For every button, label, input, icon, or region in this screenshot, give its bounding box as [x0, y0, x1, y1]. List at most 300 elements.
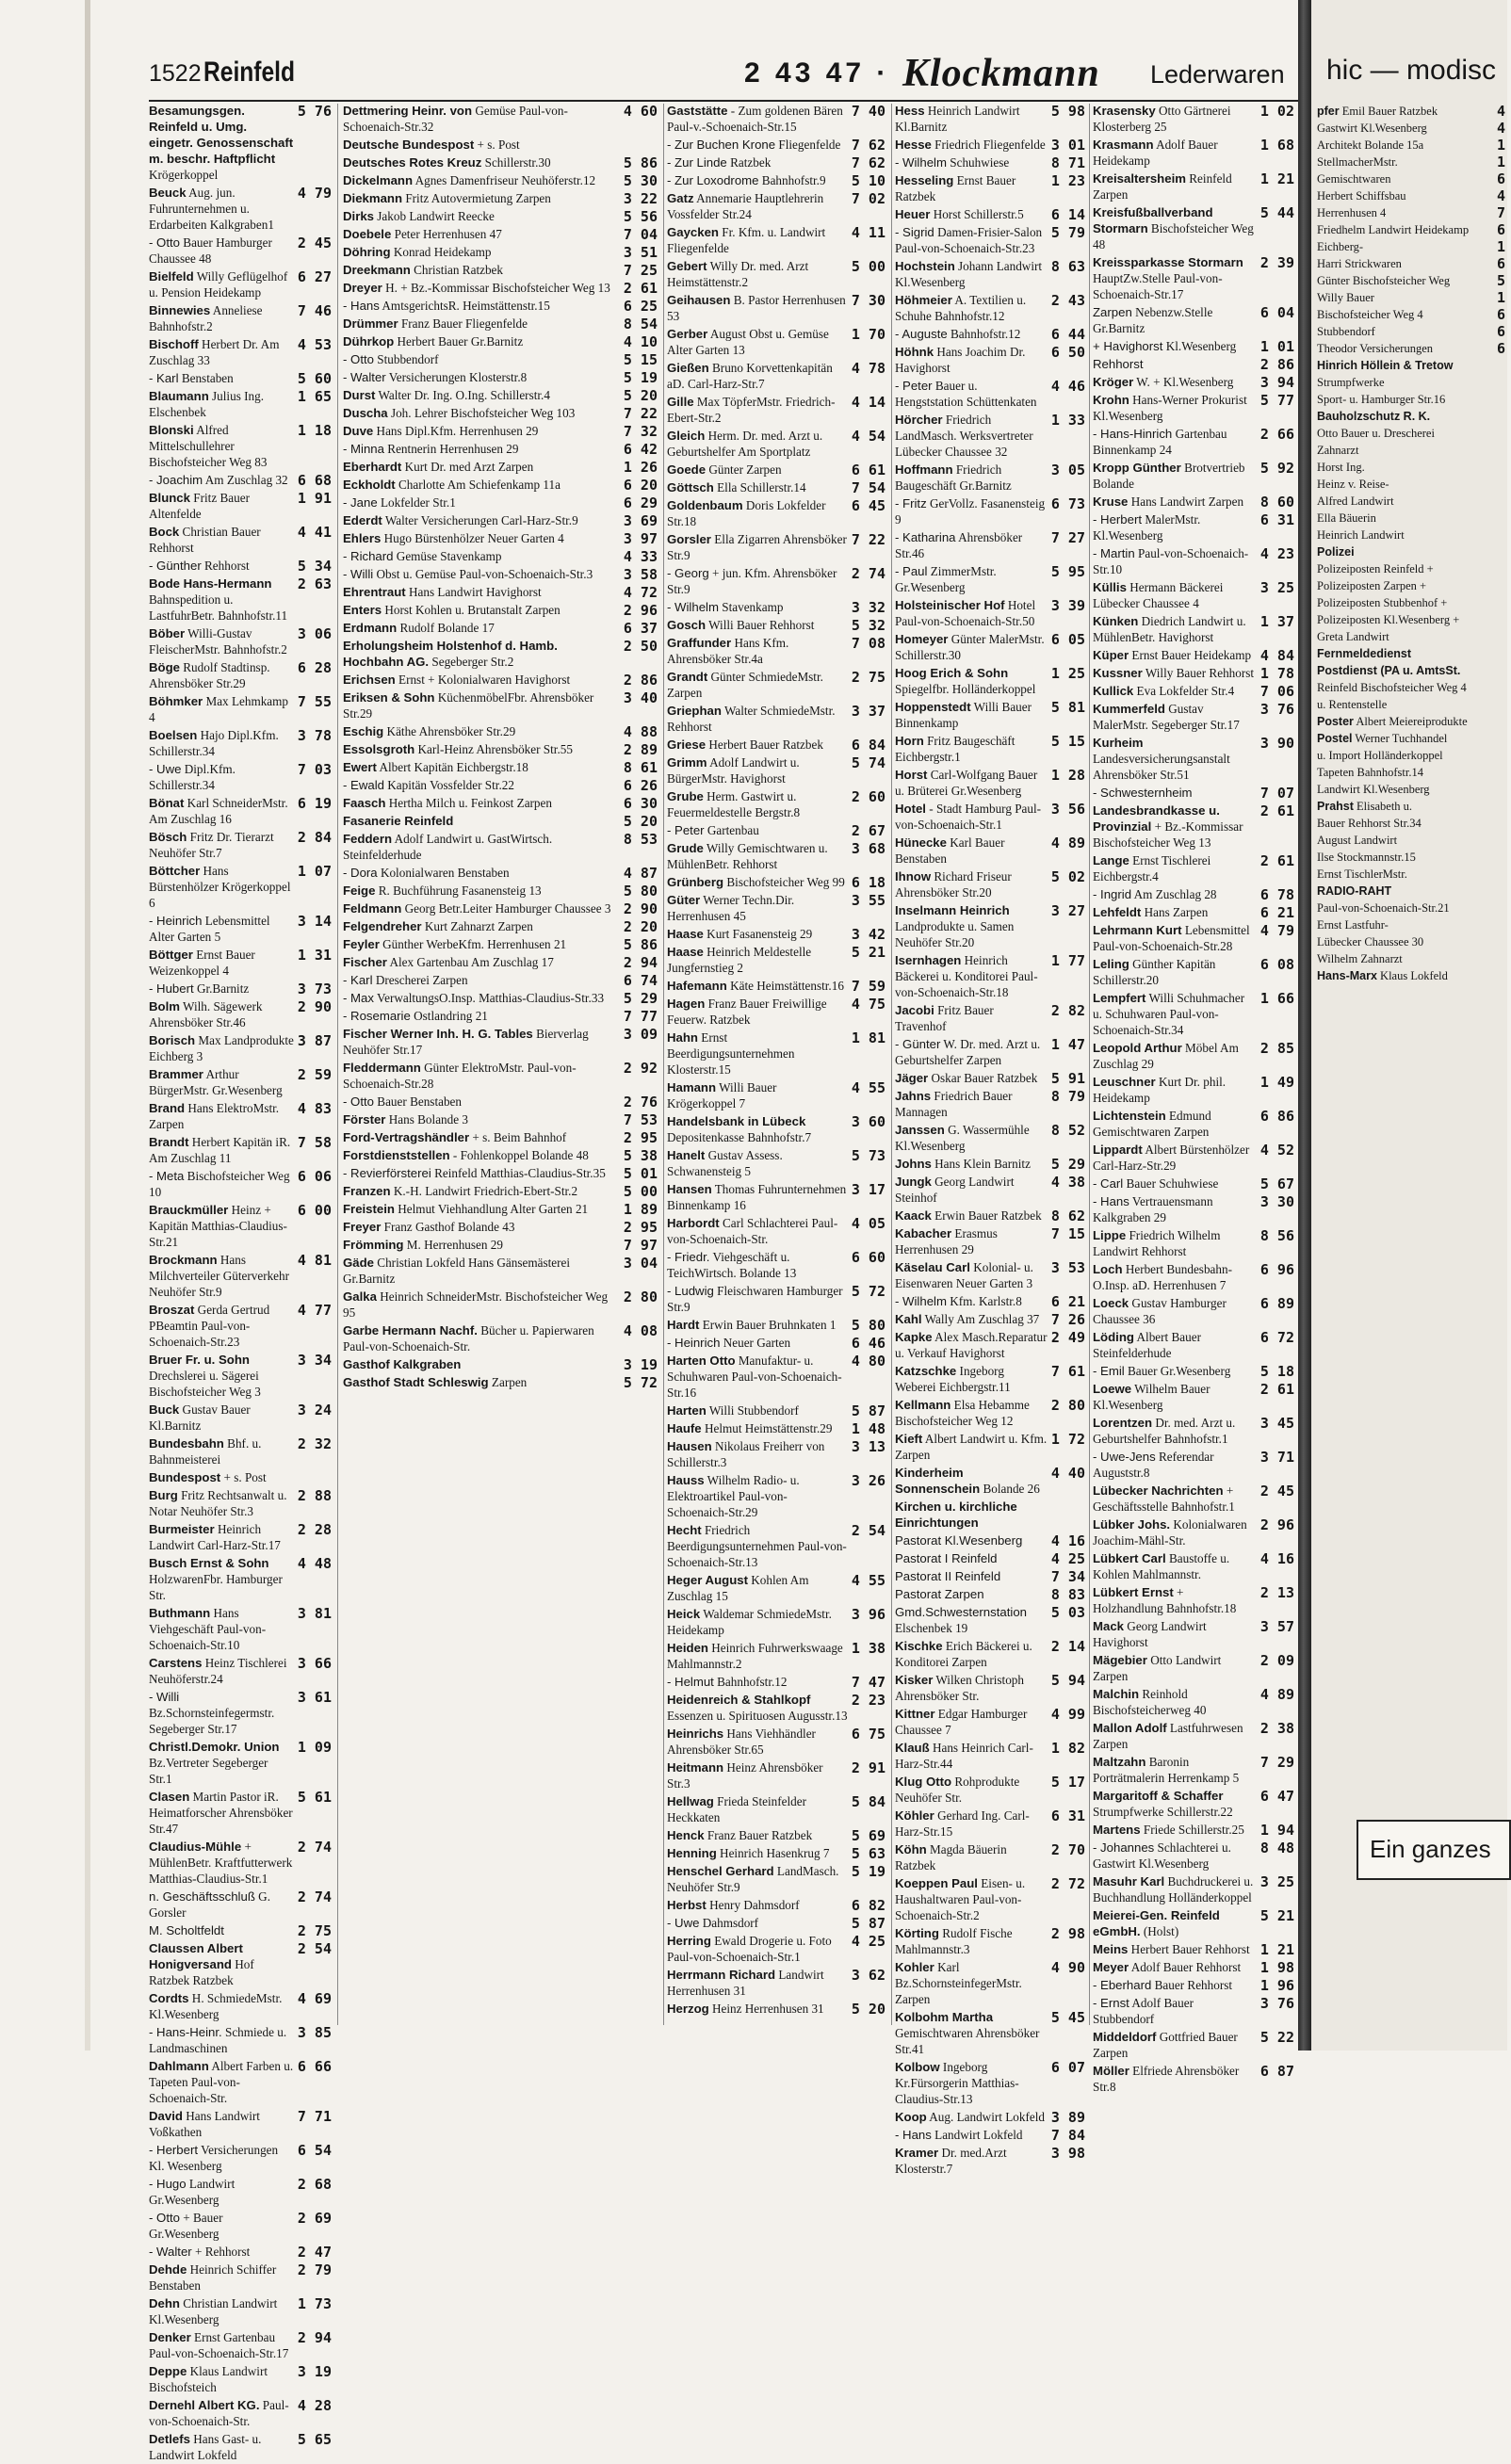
listing-detail: Ostlandring 21: [410, 1009, 488, 1023]
listing-entry: [1317, 561, 1505, 576]
listing-entry: [1093, 461, 1294, 493]
listing-entry: [1093, 1789, 1294, 1821]
listing-name: Bode Hans-Hermann: [149, 576, 272, 591]
listing-entry: [149, 2330, 332, 2362]
listing-entry: [343, 1375, 658, 1391]
listing-text: [1093, 512, 1260, 544]
listing-text: [343, 724, 624, 740]
listing-entry: [1093, 1942, 1294, 1958]
listing-entry: [667, 1934, 885, 1966]
listing-name: Landesbrandkasse u. Provinzial: [1093, 803, 1220, 834]
listing-name: - Walter: [149, 2245, 192, 2259]
listing-detail: Christian Bauer Rehhorst: [149, 525, 261, 555]
listing-name: Duscha: [343, 406, 388, 420]
listing-text: [667, 1607, 852, 1639]
listing-name: Haase: [667, 927, 704, 941]
listing-text: [667, 1573, 852, 1605]
listing-entry: [343, 1027, 658, 1059]
listing-entry: [667, 225, 885, 257]
listing-name: - Ernst: [1093, 1996, 1129, 2010]
listing-text: [895, 155, 1051, 171]
listing-phone-number: 3 60: [851, 1113, 885, 1130]
listing-entry: [895, 259, 1085, 291]
listing-entry: [667, 1675, 885, 1691]
listing-text: [1093, 1653, 1260, 1685]
listing-text: [149, 525, 298, 557]
listing-entry: [1093, 1551, 1294, 1583]
listing-name: Postel: [1317, 732, 1353, 745]
listing-name: Loch: [1093, 1262, 1123, 1276]
listing-detail: Willi Bauer Binnenkamp: [895, 700, 1032, 730]
listing-name: Blaumann: [149, 389, 209, 403]
listing-entry: [1317, 968, 1505, 983]
listing-text: [343, 263, 624, 279]
listing-detail: Konrad Heidekamp: [390, 245, 492, 259]
listing-text: [895, 173, 1051, 205]
listing-name: - Willi: [149, 1690, 180, 1704]
listing-entry: [1093, 905, 1294, 921]
listing-text: [149, 660, 298, 692]
listing-detail: Fr. Kfm. u. Landwirt Fliegenfelde: [667, 225, 826, 255]
listing-entry: [1093, 957, 1294, 989]
listing-detail: + Bauer Gr.Wesenberg: [149, 2211, 223, 2241]
listing-name: Claudius-Mühle: [149, 1840, 242, 1854]
listing-phone-number: 5 34: [297, 558, 332, 575]
listing-phone-number: 4 87: [623, 865, 658, 882]
listing-text: [667, 1934, 852, 1966]
listing-phone-number: 2 89: [623, 741, 658, 758]
listing-entry: [1093, 648, 1294, 664]
listing-text: [667, 1641, 852, 1673]
listing-text: [667, 1421, 852, 1437]
listing-entry: [149, 2025, 332, 2057]
listing-detail: Architekt Bolande 15a: [1317, 138, 1424, 152]
listing-detail: Rohprodukte Neuhöfer Str.: [895, 1775, 1020, 1805]
listing-text: [667, 293, 852, 325]
listing-name: Deutsches Rotes Kreuz: [343, 155, 482, 170]
listing-text: [1093, 2030, 1260, 2062]
listing-detail: August Landwirt: [1317, 834, 1398, 847]
listing-text: [343, 814, 624, 830]
listing-phone-number: 2 32: [297, 1435, 332, 1452]
listing-detail: Franz Bauer Ratzbek: [704, 1828, 813, 1842]
listing-detail: Herbert Bauer Ratzbek: [706, 738, 823, 752]
listing-name: Göttsch: [667, 480, 714, 494]
listing-phone-number: 7 15: [1050, 1225, 1085, 1242]
listing-detail: + s. Beim Bahnhof: [469, 1130, 567, 1144]
listing-name: Grimm: [667, 755, 707, 770]
listing-detail: Oskar Bauer Ratzbek: [928, 1071, 1038, 1085]
listing-phone-number: 6 86: [1259, 1108, 1294, 1125]
listing-name: Margaritoff & Schaffer: [1093, 1789, 1224, 1803]
listing-detail: Fliegenfelde: [775, 138, 841, 152]
listing-name: Erdmann: [343, 621, 398, 635]
listing-phone-number: 5 20: [623, 387, 658, 404]
listing-text: [1093, 138, 1260, 170]
listing-name: Dreekmann: [343, 263, 411, 277]
listing-detail: Ella Bäuerin: [1317, 511, 1376, 525]
listing-text: [149, 1203, 298, 1251]
listing-detail: Hugo Bürstenhölzer Neuer Garten 4: [381, 531, 564, 545]
listing-phone-number: 1 47: [1050, 1036, 1085, 1053]
advertiser-phone: 2 43 47 ·: [744, 57, 890, 89]
listing-entry: [667, 789, 885, 821]
listing-phone-number: 2 61: [1259, 802, 1294, 819]
listing-phone-number: 4 54: [851, 428, 885, 445]
listing-name: - Günther: [149, 559, 202, 573]
listing-text: [667, 1794, 852, 1826]
listing-text: [895, 2128, 1051, 2144]
listing-text: [895, 869, 1051, 901]
listing-detail: GerVollz. Fasanensteig 9: [895, 496, 1046, 527]
listing-name: Heick: [667, 1607, 701, 1621]
listing-detail: Elisabeth u.: [1353, 800, 1413, 813]
listing-phone-number: 3 04: [623, 1255, 658, 1272]
listing-entry: [895, 1926, 1085, 1958]
listing-detail: Paul-von-Schoenaich-Str.21: [1317, 901, 1450, 915]
listing-name: - Joachim: [149, 473, 203, 487]
listing-name: Kapke: [895, 1330, 933, 1344]
listing-detail: Reinfeld Matthias-Claudius-Str.35: [431, 1166, 606, 1180]
listing-text: [667, 1250, 852, 1282]
listing-text: [895, 1673, 1051, 1705]
listing-entry: [895, 1123, 1085, 1155]
listing-name: Busch Ernst & Sohn: [149, 1556, 269, 1570]
listing-phone-number: 5: [1496, 272, 1505, 289]
listing-phone-number: 2 95: [623, 1129, 658, 1146]
listing-detail: Landwirt Kl.Wesenberg: [1317, 783, 1430, 796]
listing-entry: [895, 1089, 1085, 1121]
listing-text: [343, 742, 624, 758]
listing-name: Haase: [667, 945, 704, 959]
listing-detail: VerwaltungsO.Insp. Matthias-Claudius-Str.33: [373, 991, 605, 1005]
listing-text: [1093, 1978, 1260, 1994]
listing-text: [667, 429, 852, 461]
listing-entry: [343, 690, 658, 722]
listing-text: [343, 442, 624, 458]
listing-text: [149, 371, 298, 387]
listing-name: Lippardt: [1093, 1143, 1143, 1157]
listing-detail: Emil Bauer Ratzbek: [1339, 105, 1438, 118]
listing-phone-number: 6 19: [297, 795, 332, 812]
listing-text: [667, 789, 852, 821]
listing-entry: [149, 2109, 332, 2141]
listing-detail: Gemischtwaren: [1317, 172, 1391, 186]
listing-phone-number: 3 13: [851, 1438, 885, 1455]
listing-entry: [149, 1840, 332, 1888]
listing-name: Löding: [1093, 1330, 1134, 1344]
listing-phone-number: 3 73: [297, 981, 332, 997]
listing-detail: Landprodukte u. Samen Neuhöfer Str.20: [895, 919, 1015, 949]
listing-name: - Karl: [149, 371, 179, 385]
listing-detail: Am Zuschlag 28: [1131, 887, 1217, 901]
listing-detail: Viehgeschäft u. TeichWirtsch. Bolande 13: [667, 1250, 797, 1280]
listing-entry: [895, 1037, 1085, 1069]
listing-detail: Ernst TischlerMstr.: [1317, 867, 1407, 881]
listing-name: Fernmeldedienst: [1317, 647, 1412, 660]
listing-detail: Willy Bauer Rehhorst: [1142, 666, 1255, 680]
listing-detail: Bz.Vertreter Segeberger Str.1: [149, 1756, 268, 1786]
listing-detail: K.-H. Landwirt Friedrich-Ebert-Str.2: [390, 1184, 578, 1198]
listing-detail: Hans Joachim Dr. Havighorst: [895, 345, 1026, 375]
listing-name: Frömming: [343, 1238, 404, 1252]
listing-entry: [149, 337, 332, 369]
listing-text: [667, 1675, 852, 1691]
listing-entry: [1317, 833, 1505, 848]
listing-entry: [667, 893, 885, 925]
listing-phone-number: 4 10: [623, 333, 658, 350]
listing-detail: Hans Klein Barnitz: [931, 1157, 1031, 1171]
listing-text: [895, 700, 1051, 732]
listing-detail: Martin Pastor iR. Heimatforscher Ahrensböker Str.47: [149, 1790, 293, 1836]
listing-detail: Eisen- u. Haushaltwaren Paul-von-Schoenaich-Str.2: [895, 1876, 1026, 1922]
listing-text: [149, 473, 298, 489]
listing-name: Maltzahn: [1093, 1755, 1146, 1769]
listing-name: Gießen: [667, 361, 709, 375]
listing-detail: Brotvertrieb Bolande: [1093, 461, 1245, 491]
listing-entry: [1317, 714, 1505, 729]
listing-phone-number: 5 87: [851, 1915, 885, 1932]
listing-detail: Eichberg-: [1317, 240, 1364, 253]
listing-text: [1093, 494, 1260, 511]
listing-name: + Havighorst: [1093, 339, 1163, 353]
listing-detail: Franz Bauer Fliegenfelde: [398, 316, 528, 331]
listing-detail: Versicherungen Klosterstr.8: [385, 370, 528, 384]
listing-name: Körting: [895, 1926, 939, 1940]
listing-detail: Theodor Versicherungen: [1317, 342, 1433, 355]
listing-phone-number: 7 47: [851, 1674, 885, 1691]
listing-entry: [1317, 850, 1505, 865]
listing-name: - Hans-Heinr.: [149, 2025, 222, 2039]
listing-phone-number: 2 92: [623, 1060, 658, 1077]
listing-entry: [895, 1432, 1085, 1464]
listing-text: [895, 462, 1051, 494]
listing-detail: Georg Betr.Leiter Hamburger Chaussee 3: [401, 901, 611, 916]
listing-text: [895, 259, 1051, 291]
listing-entry: [149, 1402, 332, 1435]
listing-name: Kummerfeld: [1093, 702, 1165, 716]
listing-phone-number: 2 72: [1050, 1875, 1085, 1892]
listing-entry: [149, 948, 332, 980]
listing-detail: Hotel Paul-von-Schoenaich-Str.50: [895, 598, 1036, 628]
listing-name: - Hans: [343, 299, 380, 313]
listing-detail: Edgar Hamburger Chaussee 7: [895, 1707, 1028, 1737]
listing-name: Bönat: [149, 796, 185, 810]
listing-phone-number: 4 79: [1259, 922, 1294, 939]
listing-name: Kischke: [895, 1639, 943, 1653]
listing-entry: [667, 395, 885, 427]
listing-text: [895, 1876, 1051, 1924]
next-page-column: [1317, 104, 1505, 1808]
listing-detail: Käte Heimstättenstr.16: [726, 979, 844, 993]
listing-name: - Hugo: [149, 2177, 187, 2191]
listing-text: [149, 1353, 298, 1401]
listing-phone-number: 3 69: [623, 512, 658, 529]
listing-detail: Adolf Bauer Heidekamp: [1093, 138, 1218, 168]
listing-detail: Wilhelm Zahnarzt: [1317, 952, 1403, 965]
listing-phone-number: 3 87: [297, 1032, 332, 1049]
listing-name: Heinrichs: [667, 1726, 724, 1741]
listing-entry: [149, 1690, 332, 1738]
listing-entry: [895, 173, 1085, 205]
listing-text: [149, 104, 298, 184]
listing-text: [895, 2060, 1051, 2108]
listing-phone-number: 3 90: [1259, 735, 1294, 752]
listing-name: Masuhr Karl: [1093, 1874, 1165, 1889]
listing-entry: [1093, 357, 1294, 373]
listing-entry: [1317, 765, 1505, 780]
listing-entry: [149, 2177, 332, 2209]
listing-detail: Reinfeld Zarpen: [1093, 171, 1232, 202]
listing-text: [149, 1889, 298, 1921]
listing-text: [1093, 905, 1260, 921]
listing-entry: [667, 293, 885, 325]
listing-entry: [1317, 426, 1505, 441]
listing-text: [343, 883, 624, 900]
listing-name: Buthmann: [149, 1606, 211, 1620]
listing-phone-number: 4 05: [851, 1215, 885, 1232]
listing-text: [1093, 1619, 1260, 1651]
listing-detail: Elschenbek 19: [895, 1621, 968, 1635]
listing-entry: [895, 225, 1085, 257]
listing-phone-number: 6 87: [1259, 2063, 1294, 2080]
listing-text: [1093, 702, 1260, 734]
listing-entry: [895, 1741, 1085, 1773]
listing-entry: [1317, 358, 1505, 373]
listing-entry: [343, 406, 658, 422]
listing-entry: [1093, 887, 1294, 903]
listing-phone-number: 3 19: [623, 1356, 658, 1373]
listing-entry: [895, 1226, 1085, 1258]
listing-detail: Hans Landwirt Voßkathen: [149, 2109, 260, 2139]
listing-text: [667, 738, 852, 754]
listing-entry: [1093, 255, 1294, 303]
listing-detail: Nikolaus Freiherr von Schillerstr.3: [667, 1439, 825, 1469]
listing-name: Bock: [149, 525, 180, 539]
listing-phone-number: 5 17: [1050, 1774, 1085, 1791]
listing-phone-number: 3 76: [1259, 701, 1294, 718]
listing-name: - Hans-Hinrich: [1093, 427, 1173, 441]
listing-name: - Otto: [343, 1094, 374, 1109]
listing-detail: Lastfuhrwesen Zarpen: [1093, 1721, 1243, 1751]
listing-detail: Bierverlag Neuhöfer Str.17: [343, 1027, 589, 1057]
listing-text: [149, 1740, 298, 1788]
listing-detail: Albert Farben u. Tapeten Paul-von-Schoenaich-Str.: [149, 2059, 294, 2105]
listing-entry: [343, 796, 658, 812]
listing-entry: [343, 778, 658, 794]
listing-phone-number: 1 33: [1050, 412, 1085, 429]
listing-name: - Fritz: [895, 496, 927, 511]
listing-text: [667, 704, 852, 736]
listing-name: Dreyer: [343, 281, 382, 295]
listing-entry: [1317, 121, 1505, 136]
listing-text: [895, 1926, 1051, 1958]
listing-text: [343, 334, 624, 350]
listing-name: - Schwesternheim: [1093, 786, 1193, 800]
listing-entry: [343, 281, 658, 297]
listing-phone-number: 5 30: [623, 172, 658, 189]
listing-text: [1093, 803, 1260, 851]
listing-entry: [149, 2059, 332, 2107]
listing-entry: [667, 636, 885, 668]
listing-text: [1093, 1194, 1260, 1226]
listing-text: [343, 603, 624, 619]
listing-phone-number: 3 32: [851, 599, 885, 616]
listing-phone-number: 3 40: [623, 689, 658, 706]
listing-text: [1093, 1075, 1260, 1107]
listing-detail: Gemischtwaren Ahrensböker Str.41: [895, 2026, 1040, 2056]
listing-name: Lorentzen: [1093, 1416, 1153, 1430]
listing-text: [667, 1148, 852, 1180]
listing-detail: B. Pastor Herrenhusen 53: [667, 293, 846, 323]
listing-name: - Zur Buchen Krone: [667, 138, 776, 152]
listing-name: Felgendreher: [343, 919, 422, 933]
listing-phone-number: 5 29: [623, 990, 658, 1007]
listing-entry: [1093, 1262, 1294, 1294]
listing-phone-number: 2 94: [623, 954, 658, 971]
listing-name: Herrmann Richard: [667, 1968, 776, 1982]
listing-name: Jacobi: [895, 1003, 934, 1017]
listing-detail: Willi Bauer Krögerkoppel 7: [667, 1080, 777, 1110]
listing-text: [1093, 393, 1260, 425]
listing-entry: [149, 694, 332, 726]
listing-name: Klug Otto: [895, 1775, 952, 1789]
listing-entry: [895, 953, 1085, 1001]
listing-name: Böttger: [149, 948, 193, 962]
listing-entry: [343, 814, 658, 830]
listing-phone-number: 2 76: [623, 1094, 658, 1110]
listing-text: [895, 1775, 1051, 1807]
listing-detail: Bischofsteicher Weg 10: [149, 1169, 290, 1199]
listing-name: Gorsler: [667, 532, 711, 546]
listing-phone-number: 1 38: [851, 1640, 885, 1657]
listing-name: Koeppen Paul: [895, 1876, 978, 1890]
listing-entry: [149, 2296, 332, 2328]
listing-entry: [667, 1864, 885, 1896]
listing-entry: [1317, 392, 1505, 407]
listing-text: [1093, 923, 1260, 955]
listing-phone-number: 5 02: [1050, 868, 1085, 885]
listing-name: - Katharina: [895, 530, 956, 544]
listing-phone-number: 6 25: [623, 298, 658, 315]
listing-text: [343, 1061, 624, 1093]
listing-text: [1317, 426, 1505, 441]
advertisement-text: Ein ganzes: [1370, 1835, 1491, 1863]
listing-name: Kisker: [895, 1673, 934, 1687]
listing-phone-number: 3 30: [1259, 1193, 1294, 1210]
listing-entry: [895, 1673, 1085, 1705]
listing-name: Christl.Demokr. Union: [149, 1740, 280, 1754]
listing-name: - Georg: [667, 566, 709, 580]
listing-phone-number: 2 50: [623, 638, 658, 655]
listing-entry: [1093, 1978, 1294, 1994]
listing-phone-number: 2 82: [1050, 1002, 1085, 1019]
listing-text: [667, 480, 852, 496]
listing-phone-number: 2 61: [623, 280, 658, 297]
listing-text: [1093, 255, 1260, 303]
listing-text: [343, 991, 624, 1007]
listing-name: Blonski: [149, 423, 194, 437]
listing-phone-number: 7 62: [851, 154, 885, 171]
listing-name: Homeyer: [895, 632, 949, 646]
listing-name: Horst: [895, 768, 928, 782]
listing-phone-number: 5 63: [851, 1845, 885, 1862]
listing-detail: Bischofsteicher Weg 99: [723, 875, 845, 889]
listing-phone-number: 5 10: [851, 172, 885, 189]
listing-entry: [149, 1522, 332, 1554]
listing-entry: [149, 728, 332, 760]
listing-phone-number: 1 28: [1050, 767, 1085, 784]
